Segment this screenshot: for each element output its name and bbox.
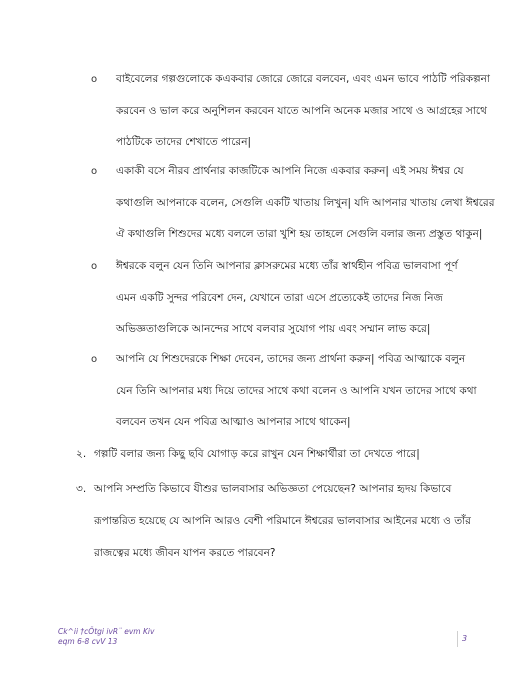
bullet-line: যেন তিনি আপনার মধ্য দিয়ে তাদের সাথে কথা বলেন ও আপনি যখন তাদের সাথে কথা (116, 385, 477, 397)
footer-divider (457, 631, 458, 647)
bullet-line: ঈশ্বরকে বলুন যেন তিনি আপনার ক্লাসরুমের মধ্যে তাঁর স্বার্থহীন পবিত্র ভালবাসা পূর্ণ (116, 260, 458, 272)
item-line: রূপান্তরিত হয়েছে যে আপনি আরও বেশী পরিমানে ঈশ্বরের ভালবাসার আইনের মধ্যে ও তাঁর (94, 515, 471, 527)
bullet-marker: o (91, 261, 98, 272)
bullet-line: কথাগুলি আপনাকে বলেন, সেগুলি একটি খাতায় লিখুন| যদি আপনার খাতায় লেখা ঈশ্বরের (116, 197, 495, 209)
page-number: 3 (462, 634, 468, 643)
item-line: রাজত্বের মধ্যে জীবন যাপন করতে পারবেন? (94, 547, 276, 559)
footer-subtitle: eqm 6-8 cvV 13 (58, 637, 118, 646)
bullet-line: অভিজ্ঞতাগুলিকে আনন্দের সাথে বলবার সুযোগ পায় এবং সম্মান লাভ করে| (116, 323, 431, 335)
bullet-line: পাঠটিকে তাদের শেখাতে পারেন| (116, 136, 252, 148)
bullet-marker: o (91, 166, 98, 177)
item-number: ২. (76, 448, 87, 460)
bullet-line: বলবেন তখন যেন পবিত্র আত্মাও আপনার সাথে থাকেন| (116, 416, 351, 428)
bullet-marker: o (91, 74, 98, 85)
item-line: গল্পটি বলার জন্য কিছু ছবি যোগাড় করে রাখুন যেন শিক্ষার্থীরা তা দেখতে পারে| (94, 448, 420, 460)
bullet-marker: o (91, 354, 98, 365)
item-number: ৩. (76, 483, 87, 495)
footer-title: Ck^ii †cÖtgi ivR¨ evm Kiv (58, 627, 155, 636)
bullet-line: বাইবেলের গল্পগুলোকে কএকবার জোরে জোরে বলবেন, এবং এমন ভাবে পাঠটি পরিকল্পনা (116, 73, 490, 85)
bullet-line: একাকী বসে নীরব প্রার্থনার কাজটিকে আপনি নিজে একবার করুন| এই সময় ঈশ্বর যে (116, 165, 464, 177)
footer-text (58, 627, 154, 647)
bullet-line: ঐ কথাগুলি শিশুদের মধ্যে বললে তারা খুশি হয় তাহলে সেগুলি বলার জন্য প্রস্তুত থাকুন| (116, 228, 483, 240)
item-line: আপনি সম্প্রতি কিভাবে যীশুর ভালবাসার অভিজ্ঞতা পেয়েছেন? আপনার হৃদয় কিভাবে (94, 483, 452, 495)
bullet-line: এমন একটি সুন্দর পরিবেশ দেন, যেখানে তারা এসে প্রত্যেকেই তাদের নিজ নিজ (116, 292, 443, 304)
bullet-line: করবেন ও ভাল করে অনুশিলন করবেন যাতে আপনি অনেক মজার সাথে ও আগ্রহের সাথে (116, 105, 487, 117)
bullet-line: আপনি যে শিশুদেরকে শিক্ষা দেবেন, তাদের জন্য প্রার্থনা করুন| পবিত্র আত্মাকে বলুন (116, 353, 466, 365)
